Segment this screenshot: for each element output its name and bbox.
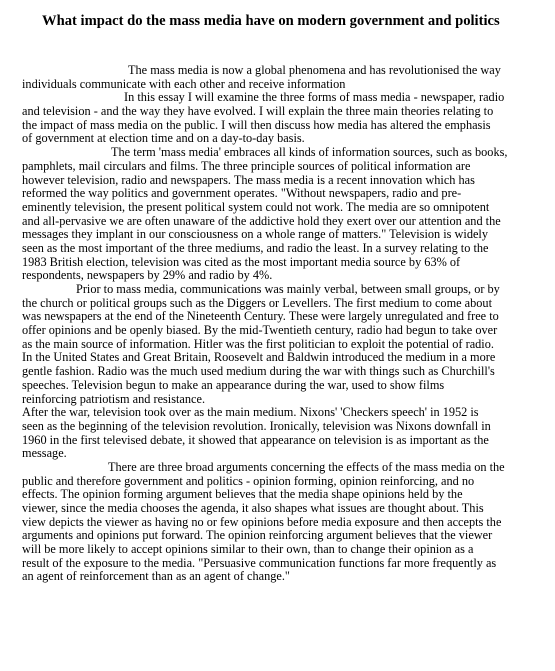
text-line: and all-pervasive we are often unaware of the addictive hold they exert over our attention and the [22, 214, 501, 228]
text-line: effects. The opinion forming argument believes that the media shape opinions held by the [22, 488, 463, 502]
text-line: public and therefore government and politics - opinion forming, opinion reinforcing, and no [22, 474, 475, 488]
text-line: In the United States and Great Britain, Roosevelt and Baldwin introduced the medium in a more [22, 351, 496, 365]
essay-body [22, 64, 554, 584]
text-line: was newspapers at the end of the Nineteenth Century. These were largely unregulated and free to [22, 310, 499, 324]
text-line: The mass media is now a global phenomena and has revolutionised the way [128, 64, 501, 77]
text-line: an agent of reinforcement than as an agent of change." [22, 570, 290, 584]
text-line: seen as the beginning of the television revolution. Ironically, television was Nixons downfall in [22, 419, 491, 433]
text-line: the impact of mass media on the public. I will then discuss how media has altered the emphasis [22, 118, 491, 132]
text-line: the church or political groups such as the Diggers or Levellers. The first medium to come about [22, 296, 493, 310]
text-line: reinforcing patriotism and resistance. [22, 392, 206, 406]
text-line: arguments and opinions put forward. The opinion reinforcing argument believes that the viewer [22, 529, 493, 543]
text-line: The term 'mass media' embraces all kinds of information sources, such as books, [111, 146, 508, 160]
text-line: eminently television, the present political system could not work. The media are so omnipotent [22, 200, 490, 214]
text-line: There are three broad arguments concerning the effects of the mass media on the [108, 460, 505, 474]
text-line: result of the exposure to the media. "Persuasive communication functions far more frequently as [22, 556, 497, 570]
text-line: speeches. Television begun to make an appearance during the war, used to show films [22, 378, 445, 392]
text-line: and television - and the way they have evolved. I will explain the three main theories relating to [22, 105, 494, 119]
text-line: Prior to mass media, communications was mainly verbal, between small groups, or by [76, 283, 500, 296]
text-line: gentle fashion. Radio was the much used medium during the war with things such as Churchill's [22, 365, 495, 379]
text-line: of government at election time and on a day-to-day basis. [22, 132, 305, 146]
text-line: however television, radio and newspapers. The mass media is a recent innovation which has [22, 173, 475, 187]
text-line: messages they implant in our consciousness on a whole range of matters." Television is widely [22, 228, 488, 242]
text-line: seen as the most important of the three mediums, and radio the least. In a survey relating to the [22, 241, 489, 255]
text-line: After the war, television took over as the main medium. Nixons' 'Checkers speech' in 1952 is [22, 406, 479, 420]
text-line: pamphlets, mail circulars and films. The three principle sources of political information are [22, 159, 471, 173]
text-line: respondents, newspapers by 29% and radio by 4%. [22, 269, 273, 283]
text-line: individuals communicate with each other and receive information [22, 77, 346, 91]
text-line: offer opinions and be openly biased. By the mid-Twentieth century, radio had begun to take over [22, 324, 498, 338]
text-line: reformed the way politics and government operates. "Without newspapers, radio and pre- [22, 187, 462, 201]
text-line: message. [22, 447, 67, 461]
text-line: In this essay I will examine the three forms of mass media - newspaper, radio [124, 91, 505, 105]
text-line: 1960 in the first televised debate, it showed that appearance on television is as important as the [22, 433, 489, 447]
text-line: 1983 British election, television was cited as the most important media source by 63% of [22, 255, 461, 269]
document-title: What impact do the mass media have on modern government and politics [42, 13, 500, 29]
text-line: will be more likely to accept opinions similar to their own, than to change their opinion as a [22, 543, 474, 557]
text-line: view depicts the viewer as having no or few opinions before media exposure and then accepts the [22, 515, 502, 529]
text-line: viewer, since the media chooses the agenda, it also shapes what issues are thought about. This [22, 502, 484, 515]
text-line: as the main source of information. Hitler was the first politician to exploit the potential of radio. [22, 337, 494, 351]
